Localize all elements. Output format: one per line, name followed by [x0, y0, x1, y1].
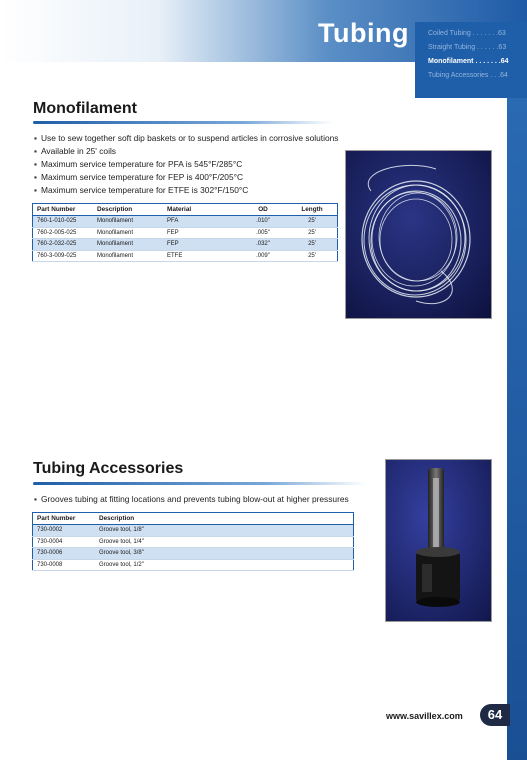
monofilament-coil-photo	[345, 150, 492, 319]
table-cell: ETFE	[163, 250, 239, 262]
coil-illustration	[346, 151, 491, 318]
website-url[interactable]: www.savillex.com	[386, 711, 463, 721]
accessories-underline	[33, 482, 366, 485]
table-cell: PFA	[163, 216, 239, 228]
table-cell: 730-0006	[33, 548, 96, 560]
monofilament-underline	[33, 121, 333, 124]
table-cell: 760-3-009-025	[33, 250, 94, 262]
table-cell: Groove tool, 3/8"	[95, 548, 354, 560]
groove-tool-illustration	[386, 460, 491, 621]
groove-tool-photo	[385, 459, 492, 622]
table-cell: Monofilament	[93, 216, 163, 228]
table-cell: 760-2-032-025	[33, 239, 94, 251]
table-row	[33, 250, 338, 262]
column-header: OD	[239, 204, 287, 216]
table-row	[33, 559, 354, 571]
accessories-heading: Tubing Accessories	[33, 460, 184, 477]
column-header: Description	[93, 204, 163, 216]
column-header: Part Number	[33, 204, 94, 216]
toc-item-straight-tubing[interactable]: Straight Tubing . . . . . .63	[428, 44, 507, 51]
table-row	[33, 227, 338, 239]
table-cell: Monofilament	[93, 250, 163, 262]
table-cell: 760-2-005-025	[33, 227, 94, 239]
table-cell: 730-0002	[33, 525, 96, 537]
side-strip	[507, 98, 527, 760]
table-row	[33, 216, 338, 228]
table-cell: 25'	[287, 216, 338, 228]
table-cell: .009"	[239, 250, 287, 262]
table-cell: Groove tool, 1/2"	[95, 559, 354, 571]
list-item: ▪ Use to sew together soft dip baskets or to suspend articles in corrosive solutions	[34, 132, 338, 145]
toc-item-tubing-accessories[interactable]: Tubing Accessories . . .64	[428, 72, 508, 79]
table-cell: FEP	[163, 227, 239, 239]
table-cell: .032"	[239, 239, 287, 251]
column-header: Part Number	[33, 513, 96, 525]
list-item: ▪ Grooves tubing at fitting locations and prevents tubing blow-out at higher pressures	[34, 493, 349, 506]
table-row	[33, 536, 354, 548]
column-header: Material	[163, 204, 239, 216]
table-cell: Groove tool, 1/4"	[95, 536, 354, 548]
table-cell: 730-0004	[33, 536, 96, 548]
toc-item-coiled-tubing[interactable]: Coiled Tubing . . . . . . .63	[428, 30, 506, 37]
monofilament-heading: Monofilament	[33, 100, 137, 117]
list-item: ▪ Maximum service temperature for PFA is 545°F/285°C	[34, 158, 338, 171]
table-cell: Groove tool, 1/8"	[95, 525, 354, 537]
accessories-table	[32, 512, 354, 571]
list-item: ▪ Maximum service temperature for ETFE is 302°F/150°C	[34, 184, 338, 197]
table-cell: Monofilament	[93, 239, 163, 251]
table-cell: FEP	[163, 239, 239, 251]
table-row	[33, 548, 354, 560]
table-row	[33, 239, 338, 251]
column-header: Description	[95, 513, 354, 525]
table-cell: 25'	[287, 227, 338, 239]
list-item: ▪ Maximum service temperature for FEP is 400°F/205°C	[34, 171, 338, 184]
table-header-row	[33, 204, 338, 216]
monofilament-bullet-list	[34, 132, 338, 197]
table-cell: Monofilament	[93, 227, 163, 239]
table-row	[33, 525, 354, 537]
table-cell: 760-1-010-025	[33, 216, 94, 228]
table-header-row	[33, 513, 354, 525]
page-title: Tubing	[318, 18, 409, 48]
column-header: Length	[287, 204, 338, 216]
monofilament-table	[32, 203, 338, 262]
page-number-badge: 64	[480, 704, 510, 726]
table-cell: 730-0008	[33, 559, 96, 571]
accessories-bullet-list	[34, 493, 349, 506]
table-cell: .005"	[239, 227, 287, 239]
list-item: ▪ Available in 25' coils	[34, 145, 338, 158]
table-cell: 25'	[287, 239, 338, 251]
table-cell: 25'	[287, 250, 338, 262]
toc-item-monofilament[interactable]: Monofilament . . . . . . .64	[428, 58, 509, 65]
table-cell: .010"	[239, 216, 287, 228]
